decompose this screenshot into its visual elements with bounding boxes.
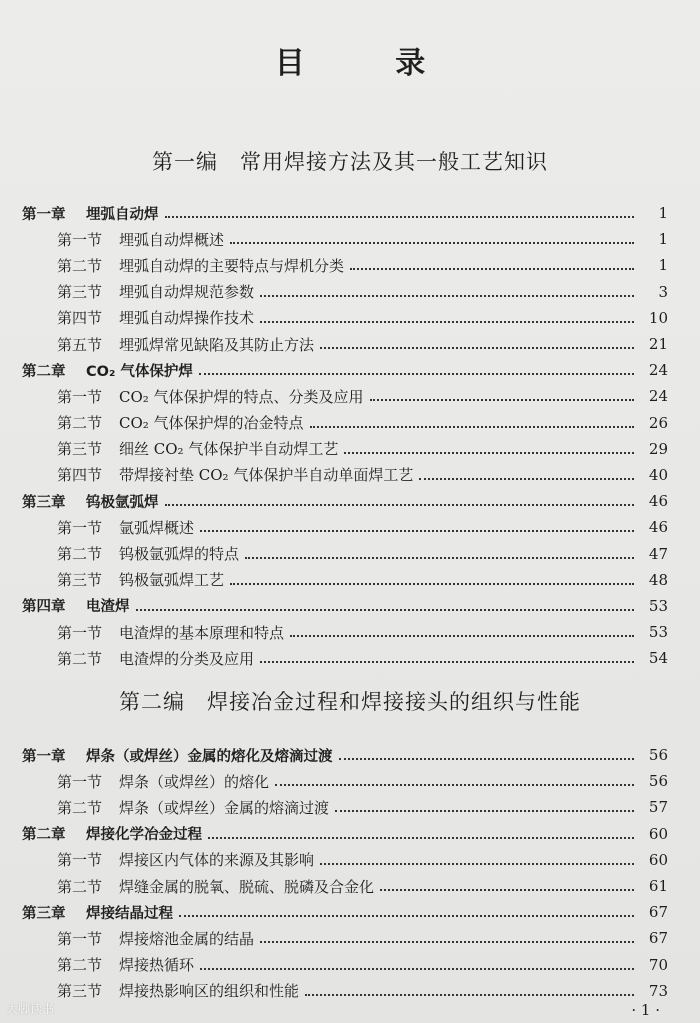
- dot-leader: [350, 268, 634, 270]
- toc-section-entry: [0, 514, 700, 540]
- dot-leader: [370, 399, 634, 401]
- dot-leader: [290, 635, 634, 637]
- toc-section-entry: [0, 619, 700, 645]
- toc-section-entry: [0, 794, 700, 820]
- toc-section-entry: [0, 462, 700, 488]
- entry-page-number: 47: [648, 544, 668, 563]
- entry-title: 电渣焊的基本原理和特点: [119, 623, 285, 642]
- entry-title: 焊接结晶过程: [86, 905, 173, 922]
- entry-page-number: 48: [648, 570, 668, 589]
- toc-section-entry: [0, 925, 700, 951]
- entry-number: 第三章: [22, 905, 66, 922]
- part-heading-1: 第一编 常用焊接方法及其一般工艺知识: [152, 150, 548, 174]
- entry-title: 焊缝金属的脱氧、脱硫、脱磷及合金化: [119, 877, 375, 896]
- entry-number: 第一节: [57, 772, 103, 791]
- dot-leader: [320, 347, 634, 349]
- entry-number: 第一章: [22, 748, 66, 765]
- dot-leader: [320, 863, 634, 865]
- entry-title: 钨极氩弧焊的特点: [119, 545, 240, 564]
- toc-list-part-2: [0, 742, 700, 1004]
- dot-leader: [339, 758, 635, 760]
- dot-leader: [344, 452, 634, 454]
- entry-page-number: 67: [648, 903, 668, 922]
- toc-section-entry: [0, 540, 700, 566]
- toc-chapter-entry: [0, 742, 700, 768]
- dot-leader: [260, 295, 634, 297]
- toc-section-entry: [0, 768, 700, 794]
- toc-chapter-entry: [0, 200, 700, 226]
- entry-title: 焊条（或焊丝）金属的熔化及熔滴过渡: [86, 748, 333, 765]
- toc-section-entry: [0, 252, 700, 278]
- entry-title: 钨极氩弧焊工艺: [119, 571, 225, 590]
- dot-leader: [230, 583, 634, 585]
- entry-title: 埋弧自动焊概述: [119, 230, 225, 249]
- entry-page-number: 60: [648, 850, 668, 869]
- entry-number: 第三节: [57, 571, 103, 590]
- entry-page-number: 67: [648, 929, 668, 948]
- toc-section-entry: [0, 436, 700, 462]
- entry-title: 电渣焊的分类及应用: [119, 649, 255, 668]
- dot-leader: [419, 478, 634, 480]
- toc-section-entry: [0, 978, 700, 1004]
- entry-page-number: 54: [648, 649, 668, 668]
- dot-leader: [136, 609, 635, 611]
- toc-section-entry: [0, 567, 700, 593]
- entry-page-number: 56: [648, 746, 668, 765]
- entry-title: 电渣焊: [86, 599, 130, 616]
- dot-leader: [335, 810, 634, 812]
- toc-chapter-entry: [0, 357, 700, 383]
- entry-title: 焊接熔池金属的结晶: [119, 929, 255, 948]
- dot-leader: [310, 426, 634, 428]
- entry-number: 第四节: [57, 309, 103, 328]
- dot-leader: [305, 994, 634, 996]
- dot-leader: [245, 557, 634, 559]
- dot-leader: [260, 321, 634, 323]
- entry-title: 钨极氩弧焊: [86, 494, 159, 511]
- entry-title: 焊接区内气体的来源及其影响: [119, 851, 315, 870]
- dot-leader: [380, 889, 634, 891]
- entry-page-number: 60: [648, 824, 668, 843]
- toc-section-entry: [0, 873, 700, 899]
- entry-number: 第二节: [57, 414, 103, 433]
- entry-page-number: 53: [648, 596, 668, 615]
- entry-title: 埋弧自动焊: [86, 206, 159, 223]
- entry-page-number: 46: [648, 492, 668, 511]
- entry-title: 氩弧焊概述: [119, 518, 195, 537]
- dot-leader: [275, 784, 634, 786]
- dot-leader: [165, 216, 635, 218]
- dot-leader: [260, 941, 634, 943]
- dot-leader: [260, 661, 634, 663]
- entry-number: 第三节: [57, 440, 103, 459]
- entry-page-number: 61: [648, 877, 668, 896]
- entry-number: 第一节: [57, 518, 103, 537]
- dot-leader: [200, 530, 634, 532]
- toc-section-entry: [0, 226, 700, 252]
- entry-page-number: 73: [648, 981, 668, 1000]
- entry-number: 第三节: [57, 982, 103, 1001]
- entry-number: 第三节: [57, 283, 103, 302]
- page-title: 目 录: [274, 46, 466, 81]
- entry-number: 第二节: [57, 649, 103, 668]
- toc-section-entry: [0, 331, 700, 357]
- toc-section-entry: [0, 952, 700, 978]
- entry-number: 第五节: [57, 335, 103, 354]
- entry-title: 焊条（或焊丝）金属的熔滴过渡: [119, 798, 330, 817]
- toc-section-entry: [0, 383, 700, 409]
- entry-number: 第一节: [57, 387, 103, 406]
- entry-page-number: 10: [648, 308, 668, 327]
- entry-number: 第四章: [22, 599, 66, 616]
- entry-number: 第二章: [22, 363, 66, 380]
- entry-page-number: 53: [648, 623, 668, 642]
- entry-page-number: 3: [658, 282, 668, 301]
- entry-page-number: 29: [648, 439, 668, 458]
- dot-leader: [199, 373, 634, 375]
- entry-page-number: 21: [648, 335, 668, 354]
- entry-title: 焊接化学冶金过程: [86, 827, 202, 844]
- entry-title: 埋弧自动焊规范参数: [119, 283, 255, 302]
- toc-chapter-entry: [0, 899, 700, 925]
- entry-number: 第一节: [57, 929, 103, 948]
- entry-title: 带焊接衬垫 CO₂ 气体保护半自动单面焊工艺: [119, 466, 414, 485]
- entry-number: 第四节: [57, 466, 103, 485]
- toc-section-entry: [0, 410, 700, 436]
- entry-page-number: 1: [658, 204, 668, 223]
- entry-number: 第二节: [57, 877, 103, 896]
- entry-number: 第一节: [57, 851, 103, 870]
- entry-page-number: 46: [648, 518, 668, 537]
- entry-number: 第二节: [57, 545, 103, 564]
- entry-title: 焊条（或焊丝）的熔化: [119, 772, 270, 791]
- toc-section-entry: [0, 305, 700, 331]
- entry-page-number: 57: [648, 798, 668, 817]
- entry-title: 埋弧焊常见缺陷及其防止方法: [119, 335, 315, 354]
- entry-title: 焊接热循环: [119, 956, 195, 975]
- entry-number: 第二节: [57, 256, 103, 275]
- dot-leader: [200, 968, 634, 970]
- toc-list-part-1: [0, 200, 700, 671]
- part-heading-2: 第二编 焊接冶金过程和焊接接头的组织与性能: [119, 690, 581, 714]
- entry-number: 第二节: [57, 798, 103, 817]
- dot-leader: [179, 915, 634, 917]
- watermark-logo: 大脚读书: [6, 1002, 55, 1016]
- toc-section-entry: [0, 847, 700, 873]
- entry-number: 第二章: [22, 827, 66, 844]
- entry-page-number: 1: [658, 230, 668, 249]
- entry-title: 焊接热影响区的组织和性能: [119, 982, 300, 1001]
- entry-title: 埋弧自动焊操作技术: [119, 309, 255, 328]
- entry-number: 第一节: [57, 623, 103, 642]
- entry-number: 第一章: [22, 206, 66, 223]
- toc-chapter-entry: [0, 821, 700, 847]
- dot-leader: [230, 242, 634, 244]
- entry-page-number: 40: [648, 465, 668, 484]
- entry-title: CO₂ 气体保护焊: [86, 363, 193, 380]
- entry-title: 埋弧自动焊的主要特点与焊机分类: [119, 256, 345, 275]
- entry-page-number: 24: [648, 387, 668, 406]
- page-number: · 1 ·: [631, 1001, 660, 1019]
- entry-title: 细丝 CO₂ 气体保护半自动焊工艺: [119, 440, 339, 459]
- entry-title: CO₂ 气体保护焊的冶金特点: [119, 414, 304, 433]
- toc-section-entry: [0, 279, 700, 305]
- entry-page-number: 70: [648, 955, 668, 974]
- entry-page-number: 26: [648, 413, 668, 432]
- entry-number: 第三章: [22, 494, 66, 511]
- entry-number: 第一节: [57, 230, 103, 249]
- entry-page-number: 1: [658, 256, 668, 275]
- toc-section-entry: [0, 645, 700, 671]
- dot-leader: [208, 837, 634, 839]
- dot-leader: [165, 504, 635, 506]
- toc-chapter-entry: [0, 488, 700, 514]
- entry-page-number: 24: [648, 361, 668, 380]
- entry-page-number: 56: [648, 772, 668, 791]
- entry-title: CO₂ 气体保护焊的特点、分类及应用: [119, 387, 364, 406]
- toc-chapter-entry: [0, 593, 700, 619]
- entry-number: 第二节: [57, 956, 103, 975]
